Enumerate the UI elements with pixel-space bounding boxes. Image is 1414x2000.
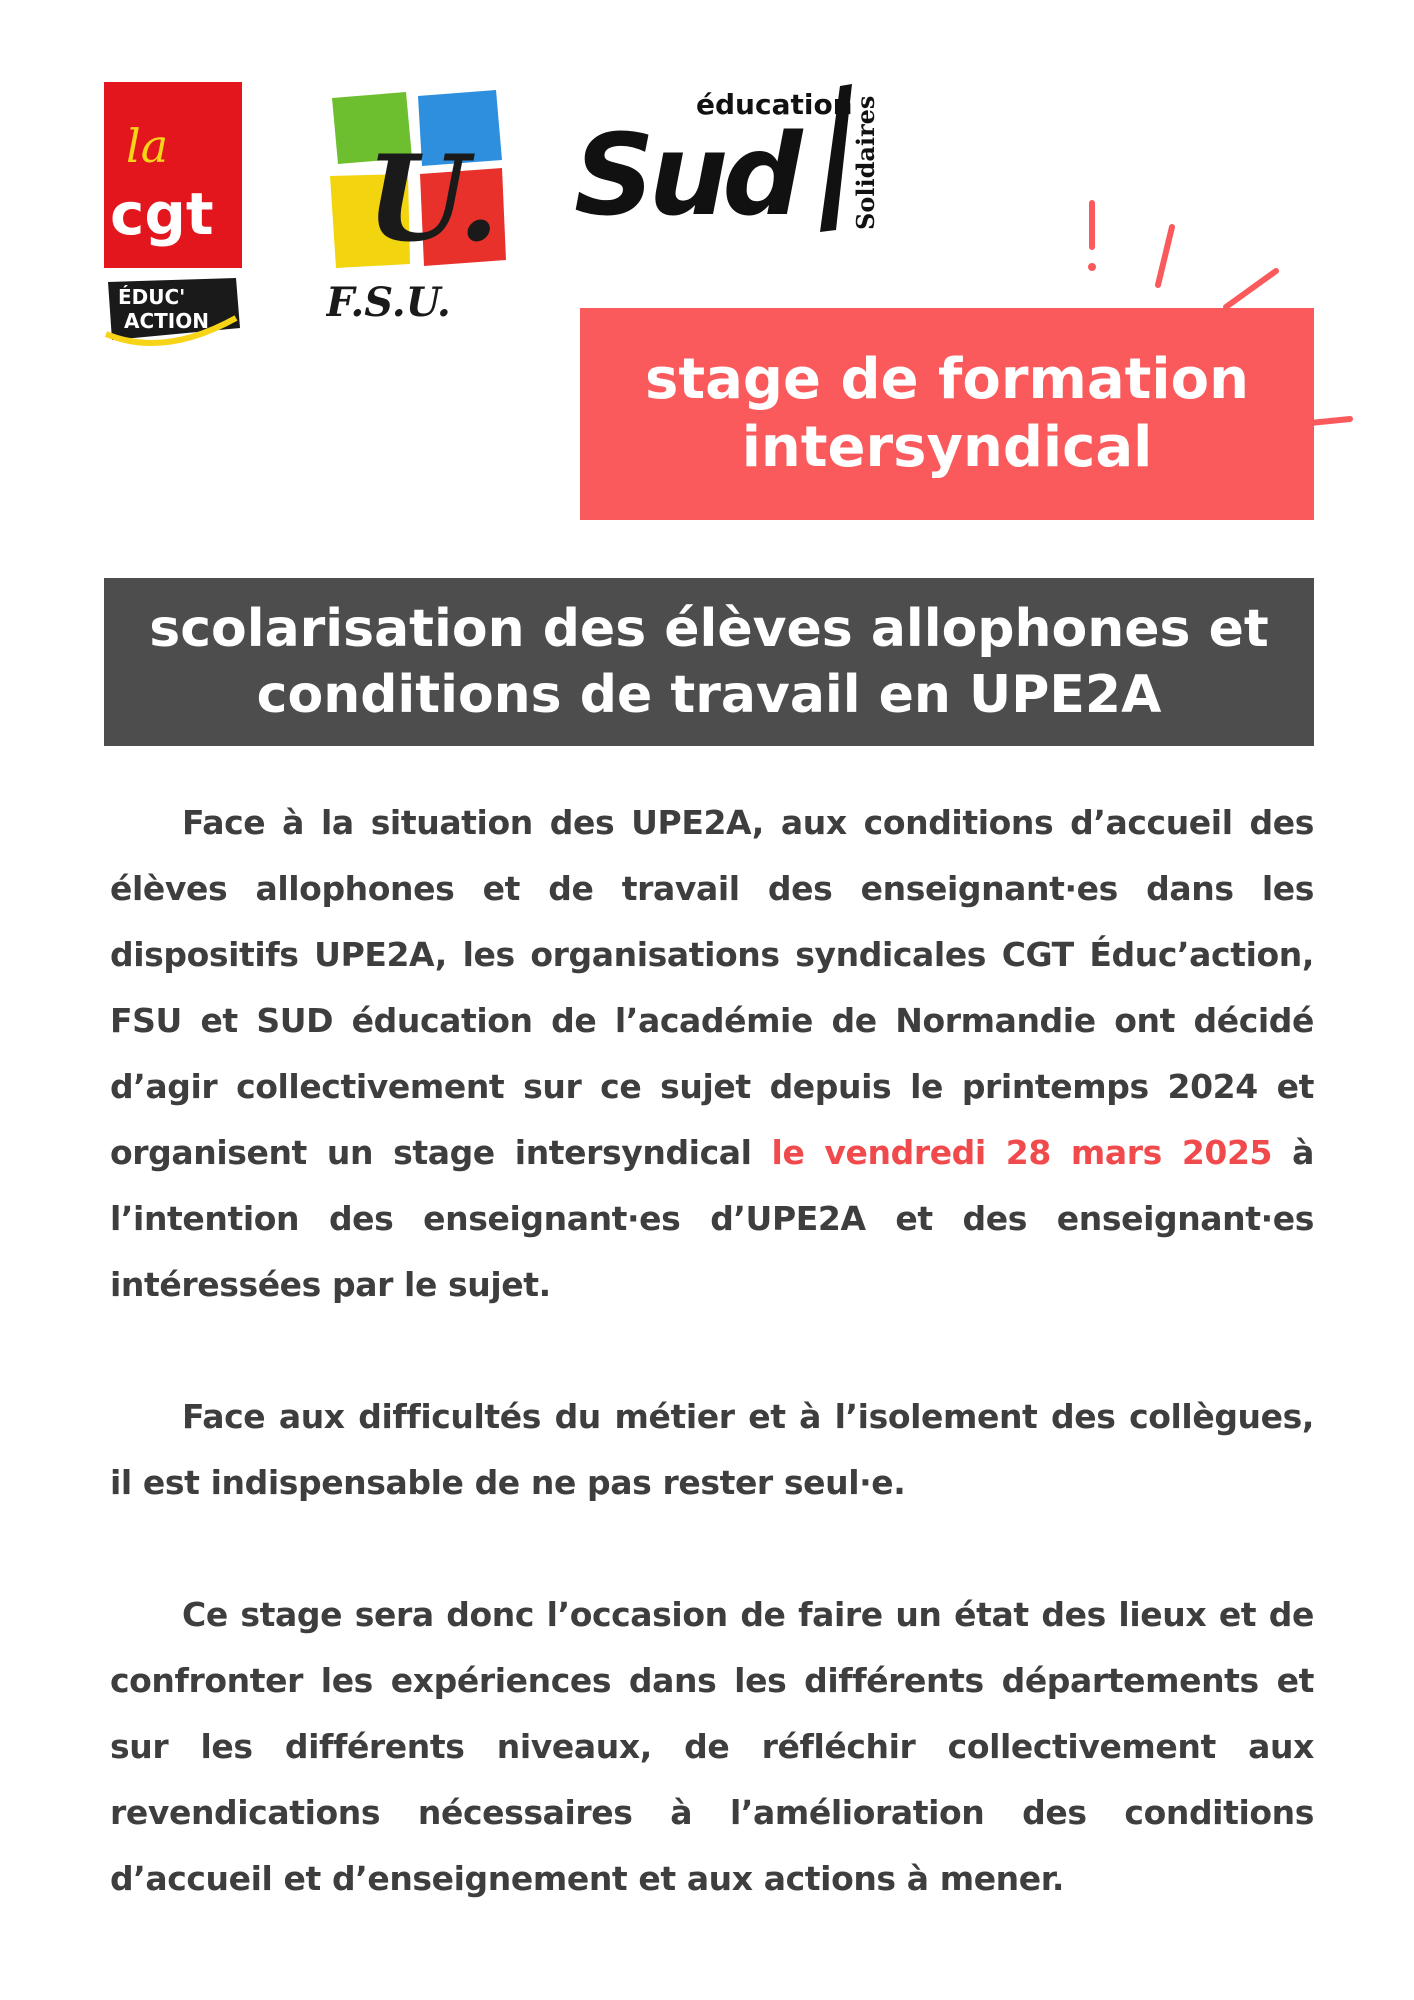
paragraph-intro: Face à la situation des UPE2A, aux conditions d’accueil des élèves allophones et de travail des enseignant·es dans les dispositifs UPE2A, les organisations syndicales CGT Éduc’action, FSU et SUD éducation de l’académie de Normandie ont décidé d’agir collectivement sur ce sujet depuis le printemps 2024 et organisent un stage intersyndical le vendredi 28 mars 2025 à l’intention des enseignant·es d’UPE2A et des enseignant·es intéressées par le sujet.	[110, 803, 1314, 1304]
fsu-logo	[326, 88, 516, 326]
sud-education-logo	[574, 80, 904, 240]
svg-text:éducation: éducation	[696, 88, 853, 121]
svg-text:cgt: cgt	[110, 180, 214, 248]
svg-text:U.: U.	[366, 129, 500, 268]
paragraph-isolation: Face aux difficultés du métier et à l’isolement des collègues, il est indispensable de ne pas rester seul·e.	[110, 1397, 1314, 1502]
svg-text:ACTION: ACTION	[124, 309, 209, 333]
banner-title: stage de formation intersyndical	[645, 347, 1249, 480]
svg-text:ÉDUC': ÉDUC'	[118, 285, 186, 309]
svg-text:Sud: Sud	[574, 111, 797, 240]
paragraph-goals: Ce stage sera donc l’occasion de faire un état des lieux et de confronter les expériences dans les différents départements et sur les différents niveaux, de réfléchir collectivement aux revendications nécessaires à l’amélioration des conditions d’accueil et d’enseignement et aux actions à mener.	[110, 1595, 1314, 1898]
svg-text:Solidaires: Solidaires	[851, 95, 880, 230]
body-text	[110, 790, 1314, 1912]
event-type-banner	[580, 308, 1314, 520]
subject-bar	[104, 578, 1314, 746]
subject-title: scolarisation des élèves allophones et conditions de travail en UPE2A	[149, 599, 1269, 725]
svg-text:la: la	[126, 119, 169, 173]
svg-text:F.S.U.: F.S.U.	[326, 279, 451, 326]
cgt-educaction-logo	[104, 82, 242, 354]
event-date: le vendredi 28 mars 2025	[771, 1133, 1273, 1172]
